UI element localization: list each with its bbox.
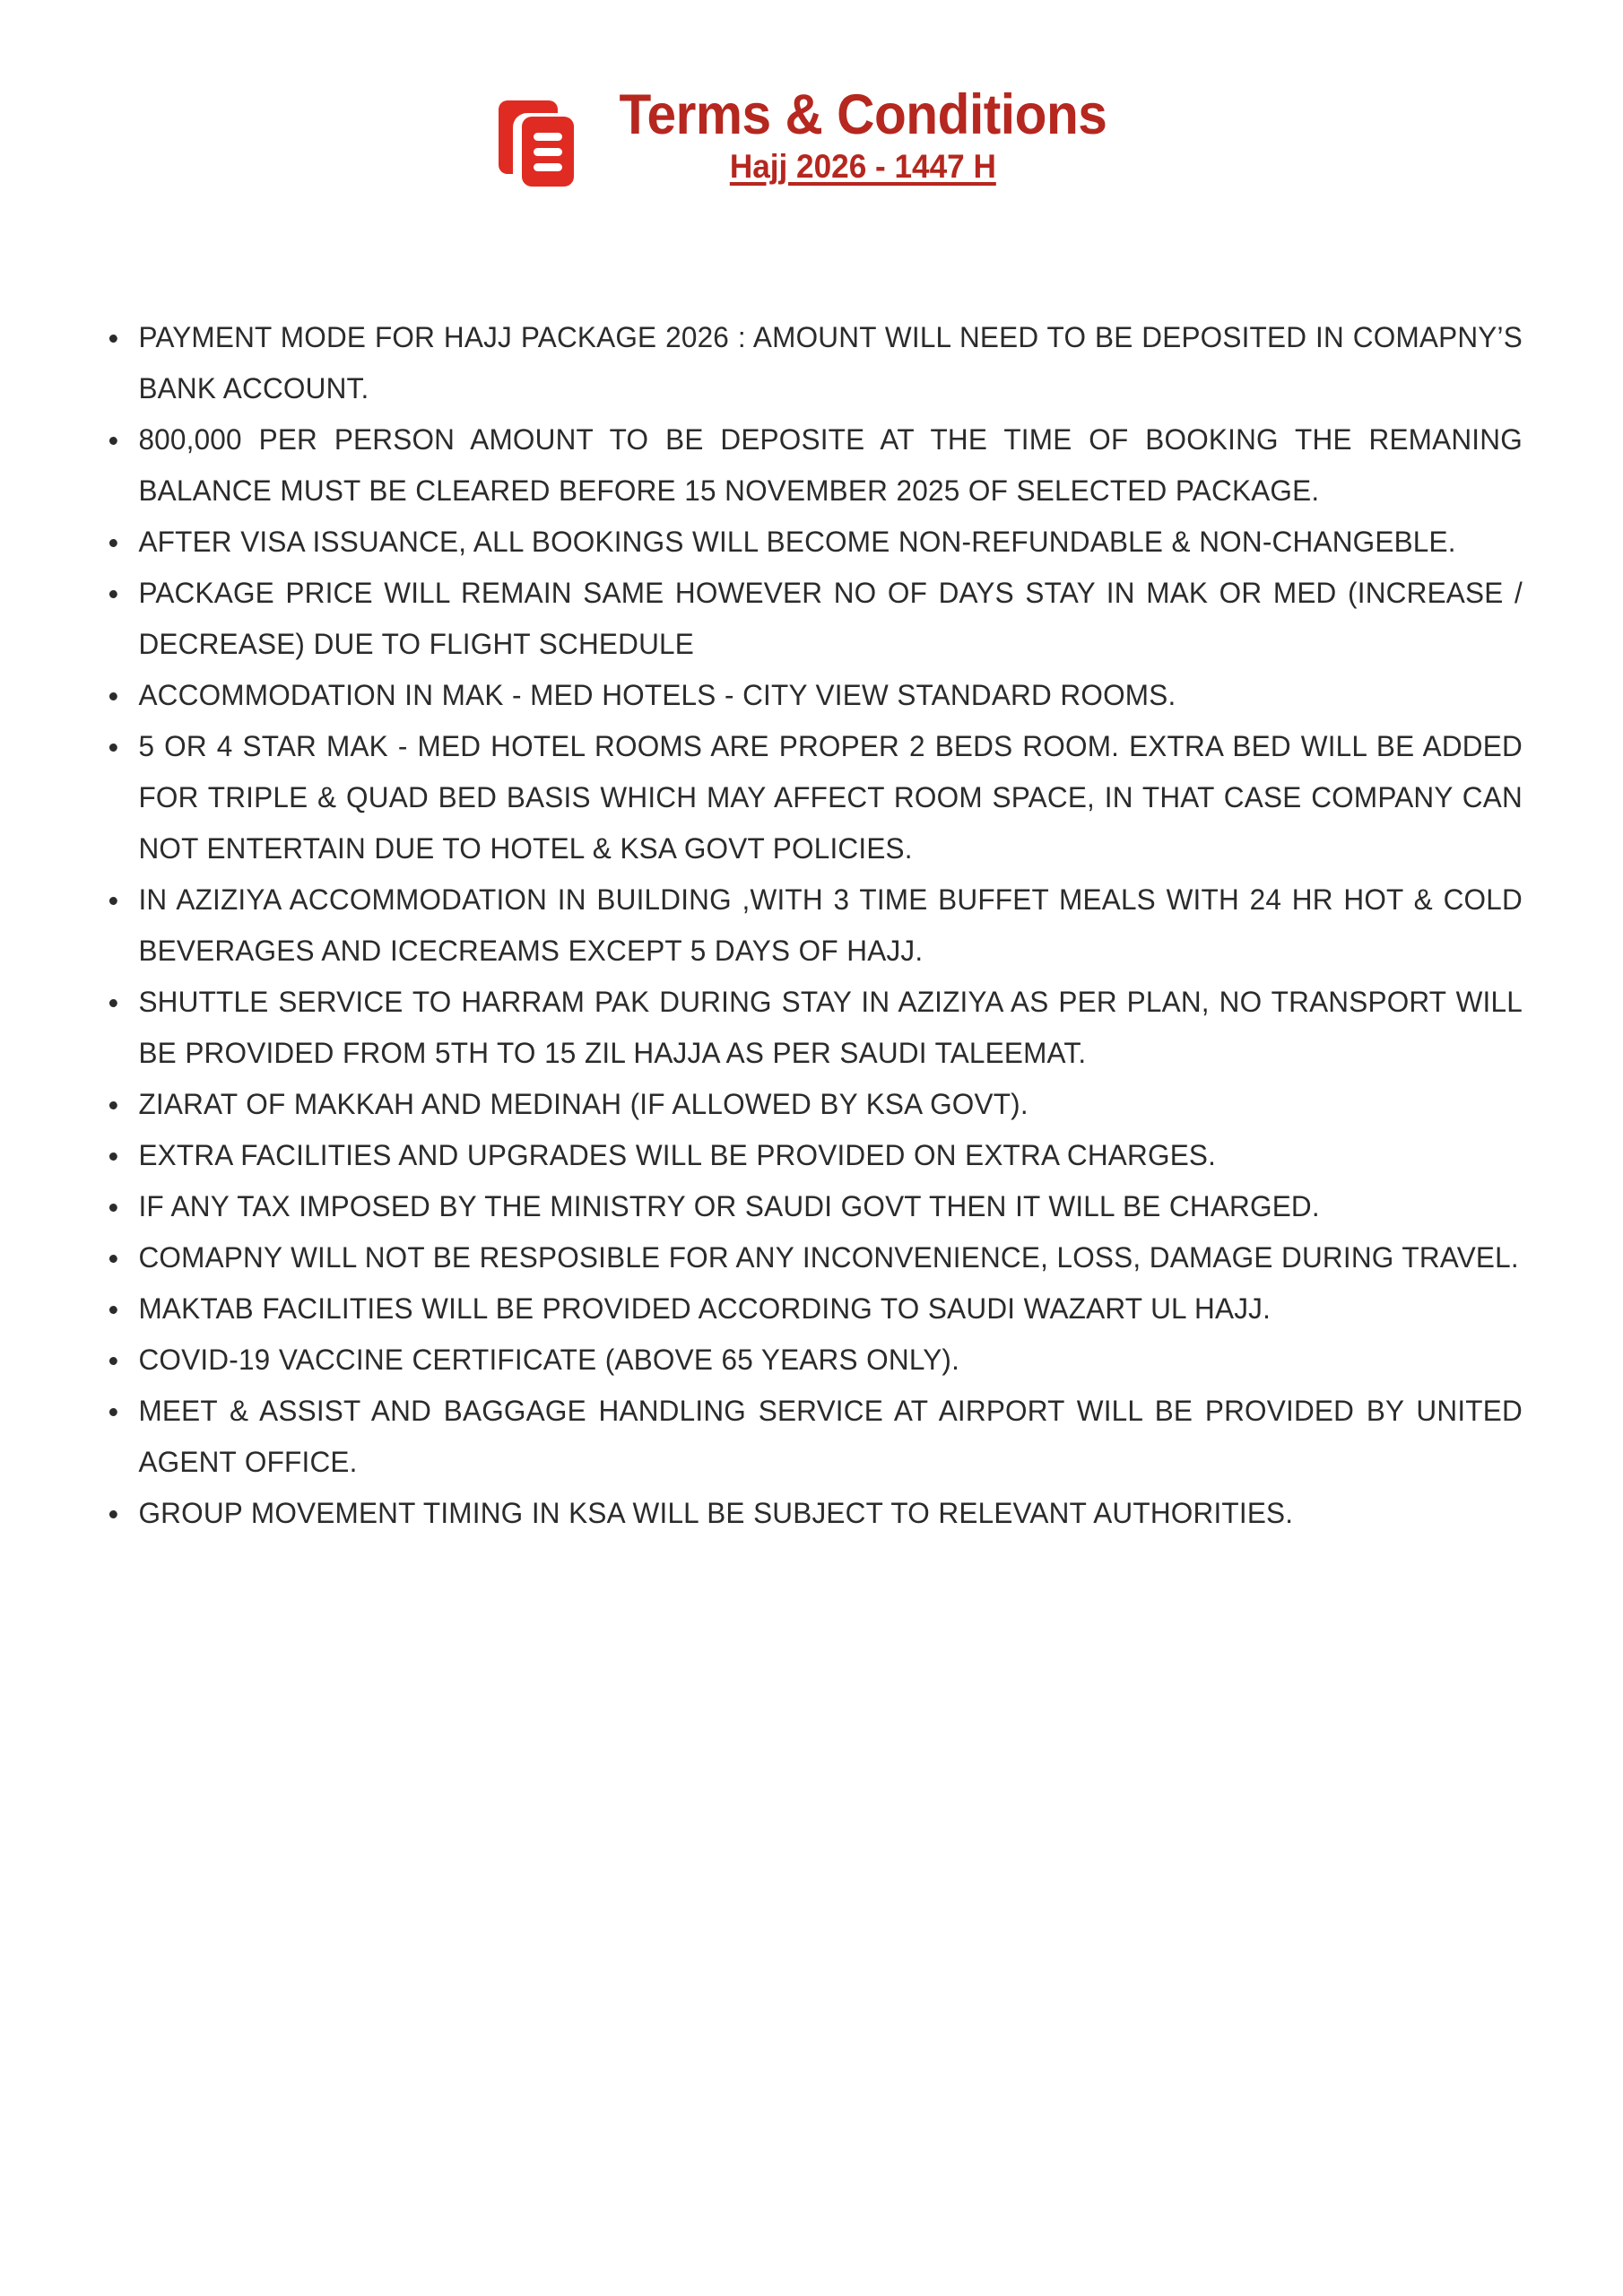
list-item: 800,000 PER PERSON AMOUNT TO BE DEPOSITE AT THE TIME OF BOOKING THE REMANING BALANCE MUST BE CLEARED BEFORE 15 NOVEMBER 2025 OF SELECTED PACKAGE.: [106, 414, 1523, 517]
list-item: GROUP MOVEMENT TIMING IN KSA WILL BE SUBJECT TO RELEVANT AUTHORITIES.: [106, 1488, 1523, 1539]
list-item: EXTRA FACILITIES AND UPGRADES WILL BE PROVIDED ON EXTRA CHARGES.: [106, 1130, 1523, 1181]
terms-list: [106, 312, 1544, 1539]
page-subtitle: Hajj 2026 - 1447 H: [729, 148, 996, 186]
title-block: [601, 83, 1125, 186]
list-item: 5 OR 4 STAR MAK - MED HOTEL ROOMS ARE PROPER 2 BEDS ROOM. EXTRA BED WILL BE ADDED FOR TRIPLE & QUAD BED BASIS WHICH MAY AFFECT ROOM SPACE, IN THAT CASE COMPANY CAN NOT ENTERTAIN DUE TO HOTEL & KSA GOVT POLICIES.: [106, 721, 1523, 874]
list-item: IN AZIZIYA ACCOMMODATION IN BUILDING ,WITH 3 TIME BUFFET MEALS WITH 24 HR HOT & COLD BEVERAGES AND ICECREAMS EXCEPT 5 DAYS OF HAJJ.: [106, 874, 1523, 977]
list-item: COVID-19 VACCINE CERTIFICATE (ABOVE 65 YEARS ONLY).: [106, 1335, 1523, 1386]
document-header: [0, 83, 1623, 192]
documents-copy-icon: [499, 93, 574, 192]
list-item: AFTER VISA ISSUANCE, ALL BOOKINGS WILL BECOME NON-REFUNDABLE & NON-CHANGEBLE.: [106, 517, 1523, 568]
list-item: MAKTAB FACILITIES WILL BE PROVIDED ACCORDING TO SAUDI WAZART UL HAJJ.: [106, 1283, 1523, 1335]
list-item: PAYMENT MODE FOR HAJJ PACKAGE 2026 : AMOUNT WILL NEED TO BE DEPOSITED IN COMAPNY’S BANK ACCOUNT.: [106, 312, 1523, 414]
list-item: ACCOMMODATION IN MAK - MED HOTELS - CITY VIEW STANDARD ROOMS.: [106, 670, 1523, 721]
list-item: PACKAGE PRICE WILL REMAIN SAME HOWEVER NO OF DAYS STAY IN MAK OR MED (INCREASE / DECREASE) DUE TO FLIGHT SCHEDULE: [106, 568, 1523, 670]
list-item: MEET & ASSIST AND BAGGAGE HANDLING SERVICE AT AIRPORT WILL BE PROVIDED BY UNITED AGENT OFFICE.: [106, 1386, 1523, 1488]
list-item: ZIARAT OF MAKKAH AND MEDINAH (IF ALLOWED BY KSA GOVT).: [106, 1079, 1523, 1130]
list-item: IF ANY TAX IMPOSED BY THE MINISTRY OR SAUDI GOVT THEN IT WILL BE CHARGED.: [106, 1181, 1523, 1232]
list-item: SHUTTLE SERVICE TO HARRAM PAK DURING STAY IN AZIZIYA AS PER PLAN, NO TRANSPORT WILL BE PROVIDED FROM 5TH TO 15 ZIL HAJJA AS PER SAUDI TALEEMAT.: [106, 977, 1523, 1079]
page-title: Terms & Conditions: [619, 83, 1107, 146]
list-item: COMAPNY WILL NOT BE RESPOSIBLE FOR ANY INCONVENIENCE, LOSS, DAMAGE DURING TRAVEL.: [106, 1232, 1523, 1283]
